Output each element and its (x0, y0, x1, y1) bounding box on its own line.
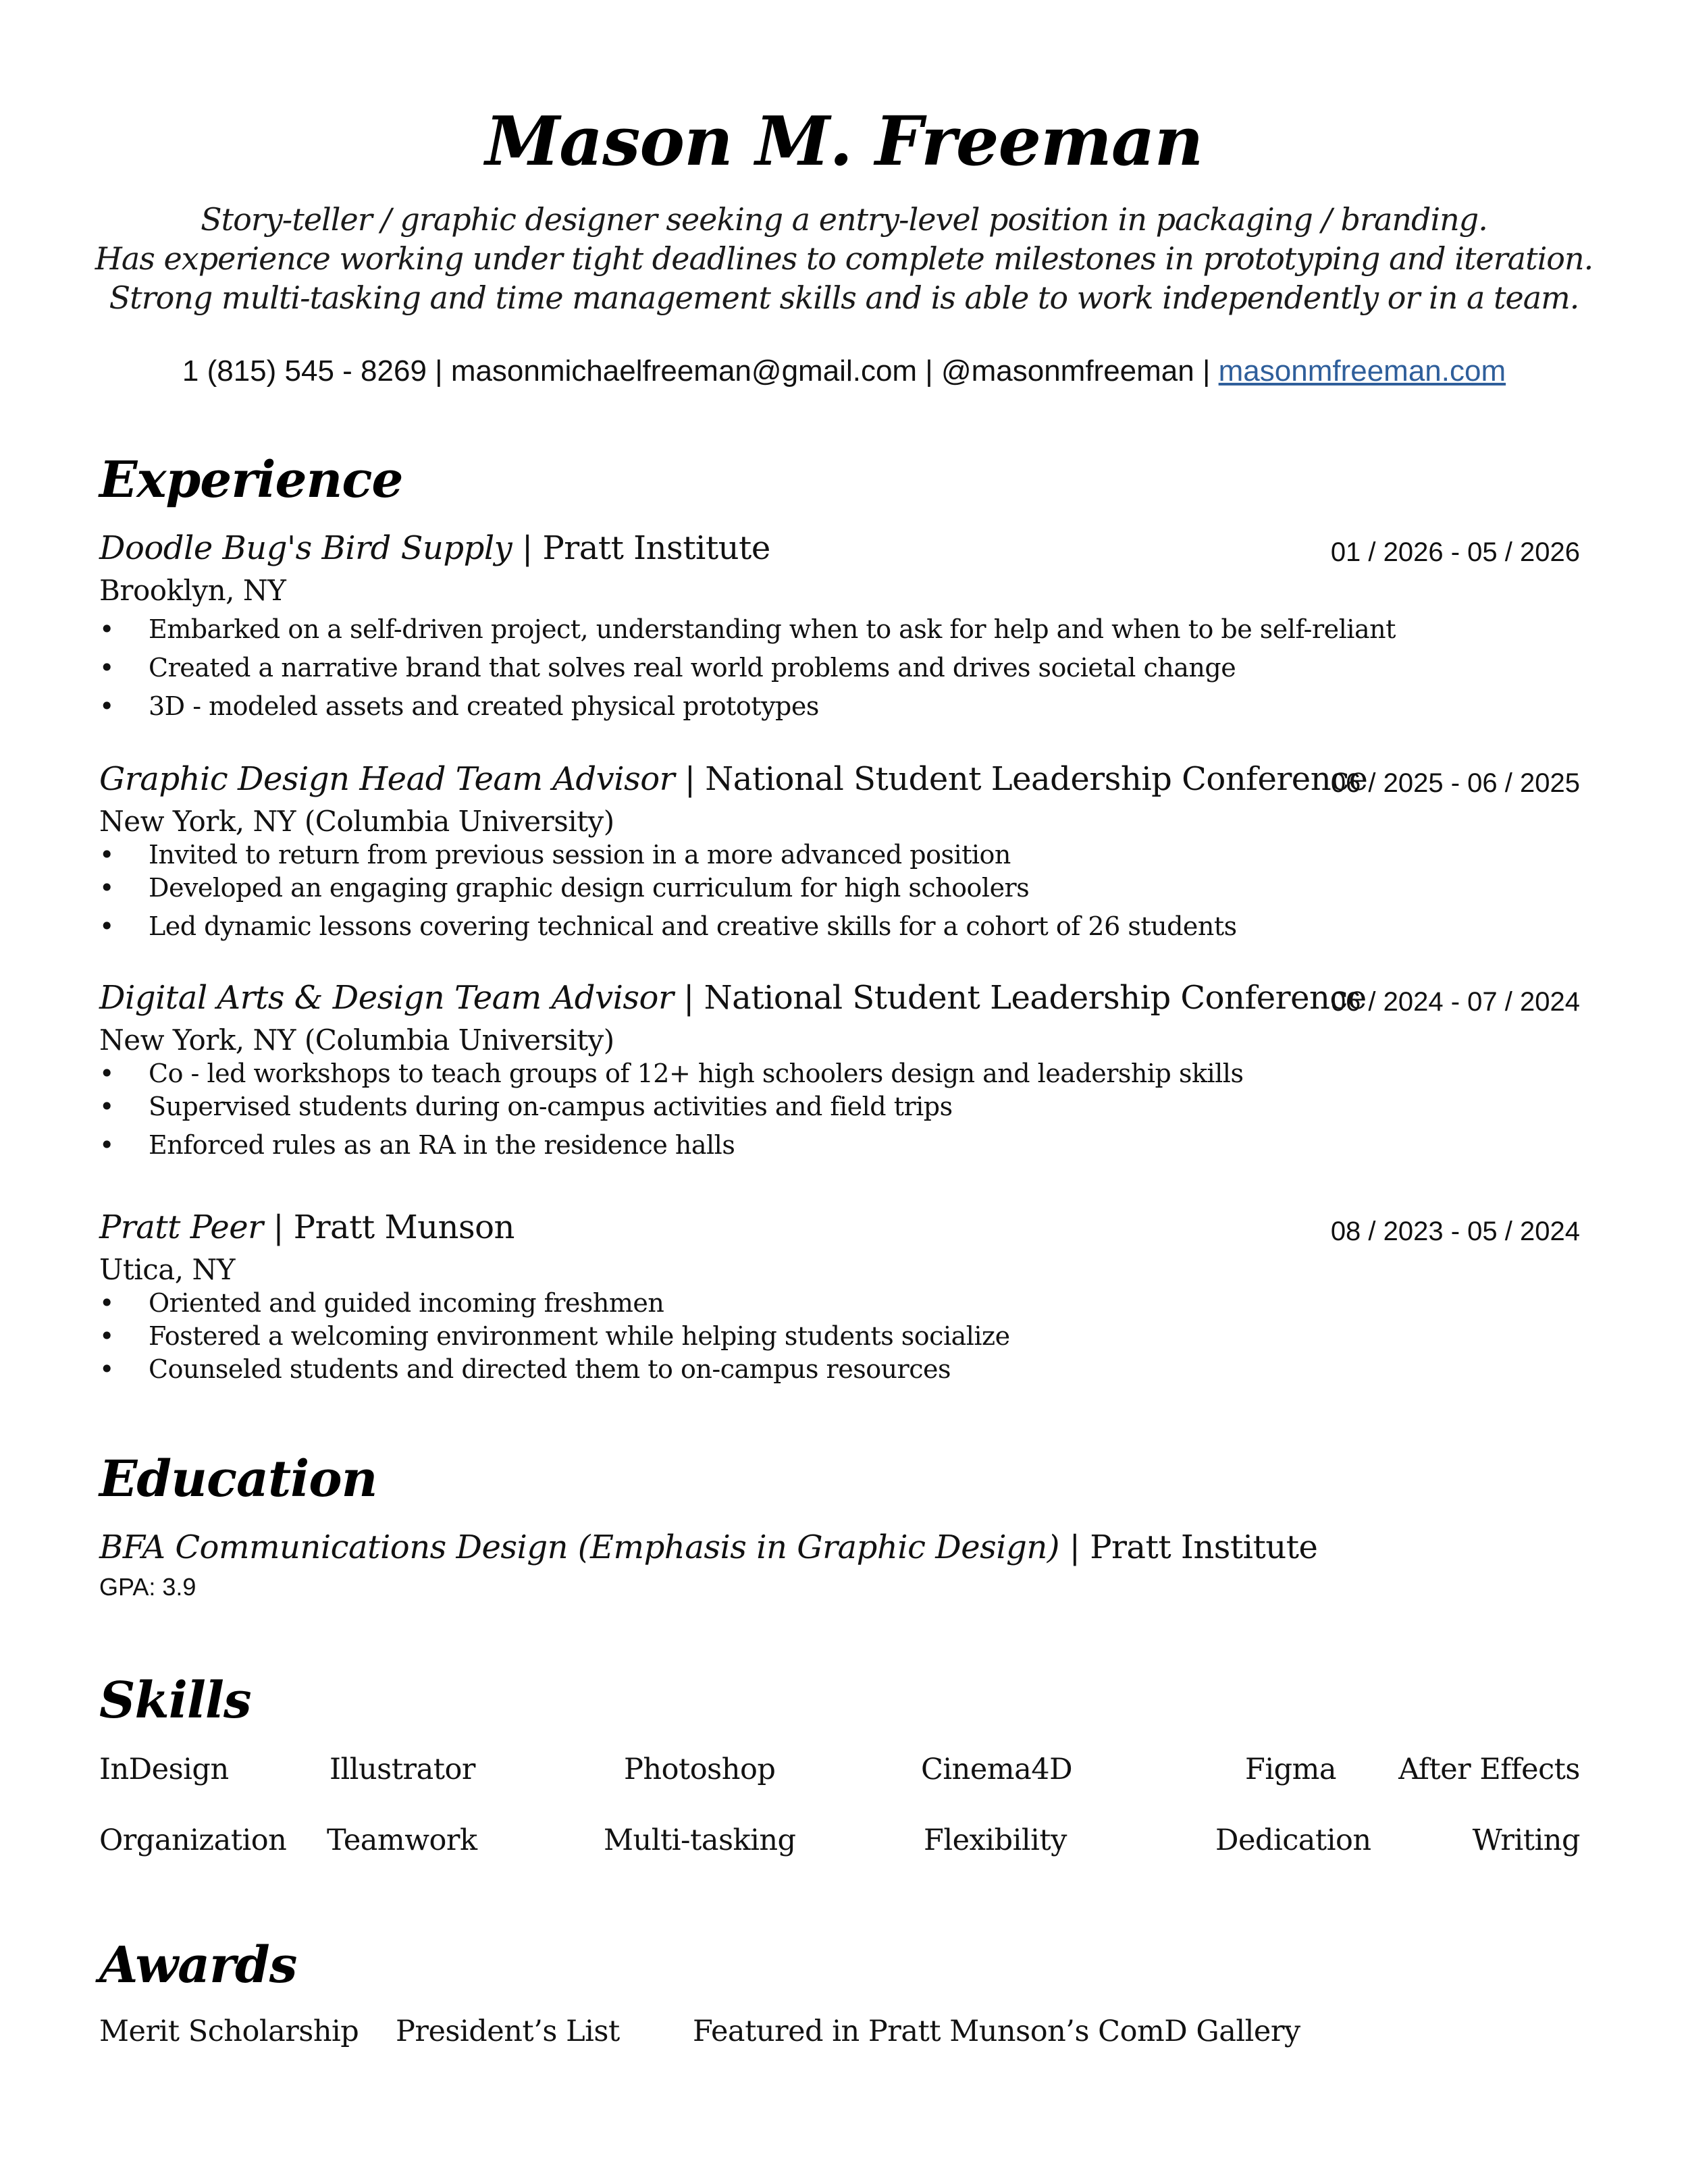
bullet-dot: • (99, 1092, 114, 1121)
job-2-bullet-2 (99, 873, 1029, 903)
job-3-org: | National Student Leadership Conference (673, 979, 1367, 1017)
contact-separator: | (917, 354, 941, 388)
job-3-title: Digital Arts & Design Team Advisor (99, 979, 674, 1017)
bullet-dot: • (99, 873, 114, 903)
job-3-bullet-2 (99, 1092, 953, 1121)
education-school: | Pratt Institute (1059, 1528, 1318, 1566)
bullet-dot: • (99, 1130, 114, 1160)
bullet-dot: • (99, 1059, 114, 1088)
bullet-text: Invited to return from previous session in a more advanced position (149, 840, 1011, 870)
education-heading: Education (99, 1450, 377, 1508)
skill-after-effects: After Effects (1398, 1753, 1580, 1786)
job-3-bullet-1 (99, 1059, 1243, 1088)
job-1-bullet-2 (99, 653, 1236, 683)
bullet-dot: • (99, 1288, 114, 1318)
job-4-header (99, 1208, 515, 1246)
website-link[interactable]: masonmfreeman.com (1218, 354, 1506, 388)
job-2-header (99, 760, 1367, 798)
bullet-text: Supervised students during on-campus activities and field trips (149, 1092, 953, 1121)
contact-separator: | (1194, 354, 1219, 388)
bullet-text: 3D - modeled assets and created physical prototypes (149, 691, 819, 721)
award-presidents-list: President’s List (396, 2015, 620, 2048)
bullet-text: Enforced rules as an RA in the residence halls (149, 1130, 735, 1160)
skill-indesign: InDesign (99, 1753, 229, 1786)
bullet-dot: • (99, 1354, 114, 1384)
bullet-text: Counseled students and directed them to on-campus resources (149, 1354, 951, 1384)
contact-email: masonmichaelfreeman@gmail.com (450, 354, 918, 388)
skill-illustrator: Illustrator (329, 1753, 475, 1786)
job-4-bullet-1 (99, 1288, 664, 1318)
bullet-text: Fostered a welcoming environment while helping students socialize (149, 1321, 1010, 1351)
job-3-bullet-3 (99, 1130, 735, 1160)
bullet-dot: • (99, 840, 114, 870)
contact-handle: @masonmfreeman (941, 354, 1194, 388)
bullet-dot: • (99, 614, 114, 644)
summary-line-1: Story-teller / graphic designer seeking a entry-level position in packaging / branding. (201, 201, 1487, 238)
job-4-location: Utica, NY (99, 1253, 235, 1286)
resume-name: Mason M. Freeman (485, 101, 1203, 181)
job-2-org: | National Student Leadership Conference (675, 760, 1368, 798)
job-2-title: Graphic Design Head Team Advisor (99, 760, 675, 798)
skill-writing: Writing (1472, 1823, 1580, 1857)
skill-organization: Organization (99, 1823, 287, 1857)
job-4-dates: 08 / 2023 - 05 / 2024 (1330, 1217, 1580, 1246)
job-1-header (99, 529, 770, 567)
job-1-title: Doodle Bug's Bird Supply (99, 529, 512, 567)
skill-figma: Figma (1245, 1753, 1337, 1786)
awards-heading: Awards (99, 1936, 297, 1994)
job-3-dates: 06 / 2024 - 07 / 2024 (1330, 987, 1580, 1017)
education-degree: BFA Communications Design (Emphasis in Graphic Design) (99, 1528, 1059, 1566)
job-4-bullet-2 (99, 1321, 1010, 1351)
skill-teamwork: Teamwork (327, 1823, 477, 1857)
job-2-bullet-3 (99, 911, 1237, 941)
job-4-title: Pratt Peer (99, 1208, 263, 1246)
summary-line-2: Has experience working under tight deadlines to complete milestones in prototyping and iteration. (95, 240, 1593, 277)
contact-phone: 1 (815) 545 - 8269 (182, 354, 427, 388)
bullet-text: Co - led workshops to teach groups of 12+ high schoolers design and leadership skills (149, 1059, 1244, 1088)
skill-multi-tasking: Multi-tasking (604, 1823, 796, 1857)
bullet-text: Developed an engaging graphic design curriculum for high schoolers (149, 873, 1030, 903)
skills-heading: Skills (99, 1672, 251, 1730)
experience-heading: Experience (99, 451, 403, 509)
job-1-dates: 01 / 2026 - 05 / 2026 (1330, 537, 1580, 567)
job-1-bullet-3 (99, 691, 819, 721)
award-merit-scholarship: Merit Scholarship (99, 2015, 359, 2048)
bullet-text: Created a narrative brand that solves real world problems and drives societal change (149, 653, 1236, 683)
bullet-text: Embarked on a self-driven project, understanding when to ask for help and when to be self-reliant (149, 614, 1396, 644)
job-4-bullet-3 (99, 1354, 951, 1384)
skill-cinema4d: Cinema4D (921, 1753, 1073, 1786)
summary-line-3: Strong multi-tasking and time management skills and is able to work independently or in a team. (109, 279, 1579, 316)
contact-line (0, 354, 1688, 388)
job-4-org: | Pratt Munson (263, 1208, 515, 1246)
bullet-dot: • (99, 653, 114, 683)
bullet-dot: • (99, 691, 114, 721)
job-2-dates: 06 / 2025 - 06 / 2025 (1330, 768, 1580, 798)
job-3-location: New York, NY (Columbia University) (99, 1023, 614, 1057)
job-1-bullet-1 (99, 614, 1396, 644)
education-gpa: GPA: 3.9 (99, 1573, 196, 1601)
job-2-location: New York, NY (Columbia University) (99, 805, 614, 838)
skill-photoshop: Photoshop (624, 1753, 776, 1786)
education-degree-line (99, 1528, 1317, 1566)
bullet-text: Led dynamic lessons covering technical and creative skills for a cohort of 26 students (149, 911, 1237, 941)
contact-separator: | (426, 354, 451, 388)
job-3-header (99, 979, 1367, 1017)
bullet-text: Oriented and guided incoming freshmen (149, 1288, 664, 1318)
job-1-org: | Pratt Institute (512, 529, 770, 567)
bullet-dot: • (99, 911, 114, 941)
job-2-bullet-1 (99, 840, 1011, 870)
skill-flexibility: Flexibility (924, 1823, 1067, 1857)
bullet-dot: • (99, 1321, 114, 1351)
job-1-location: Brooklyn, NY (99, 574, 286, 607)
award-comd-gallery: Featured in Pratt Munson’s ComD Gallery (693, 2015, 1300, 2048)
skill-dedication: Dedication (1215, 1823, 1371, 1857)
